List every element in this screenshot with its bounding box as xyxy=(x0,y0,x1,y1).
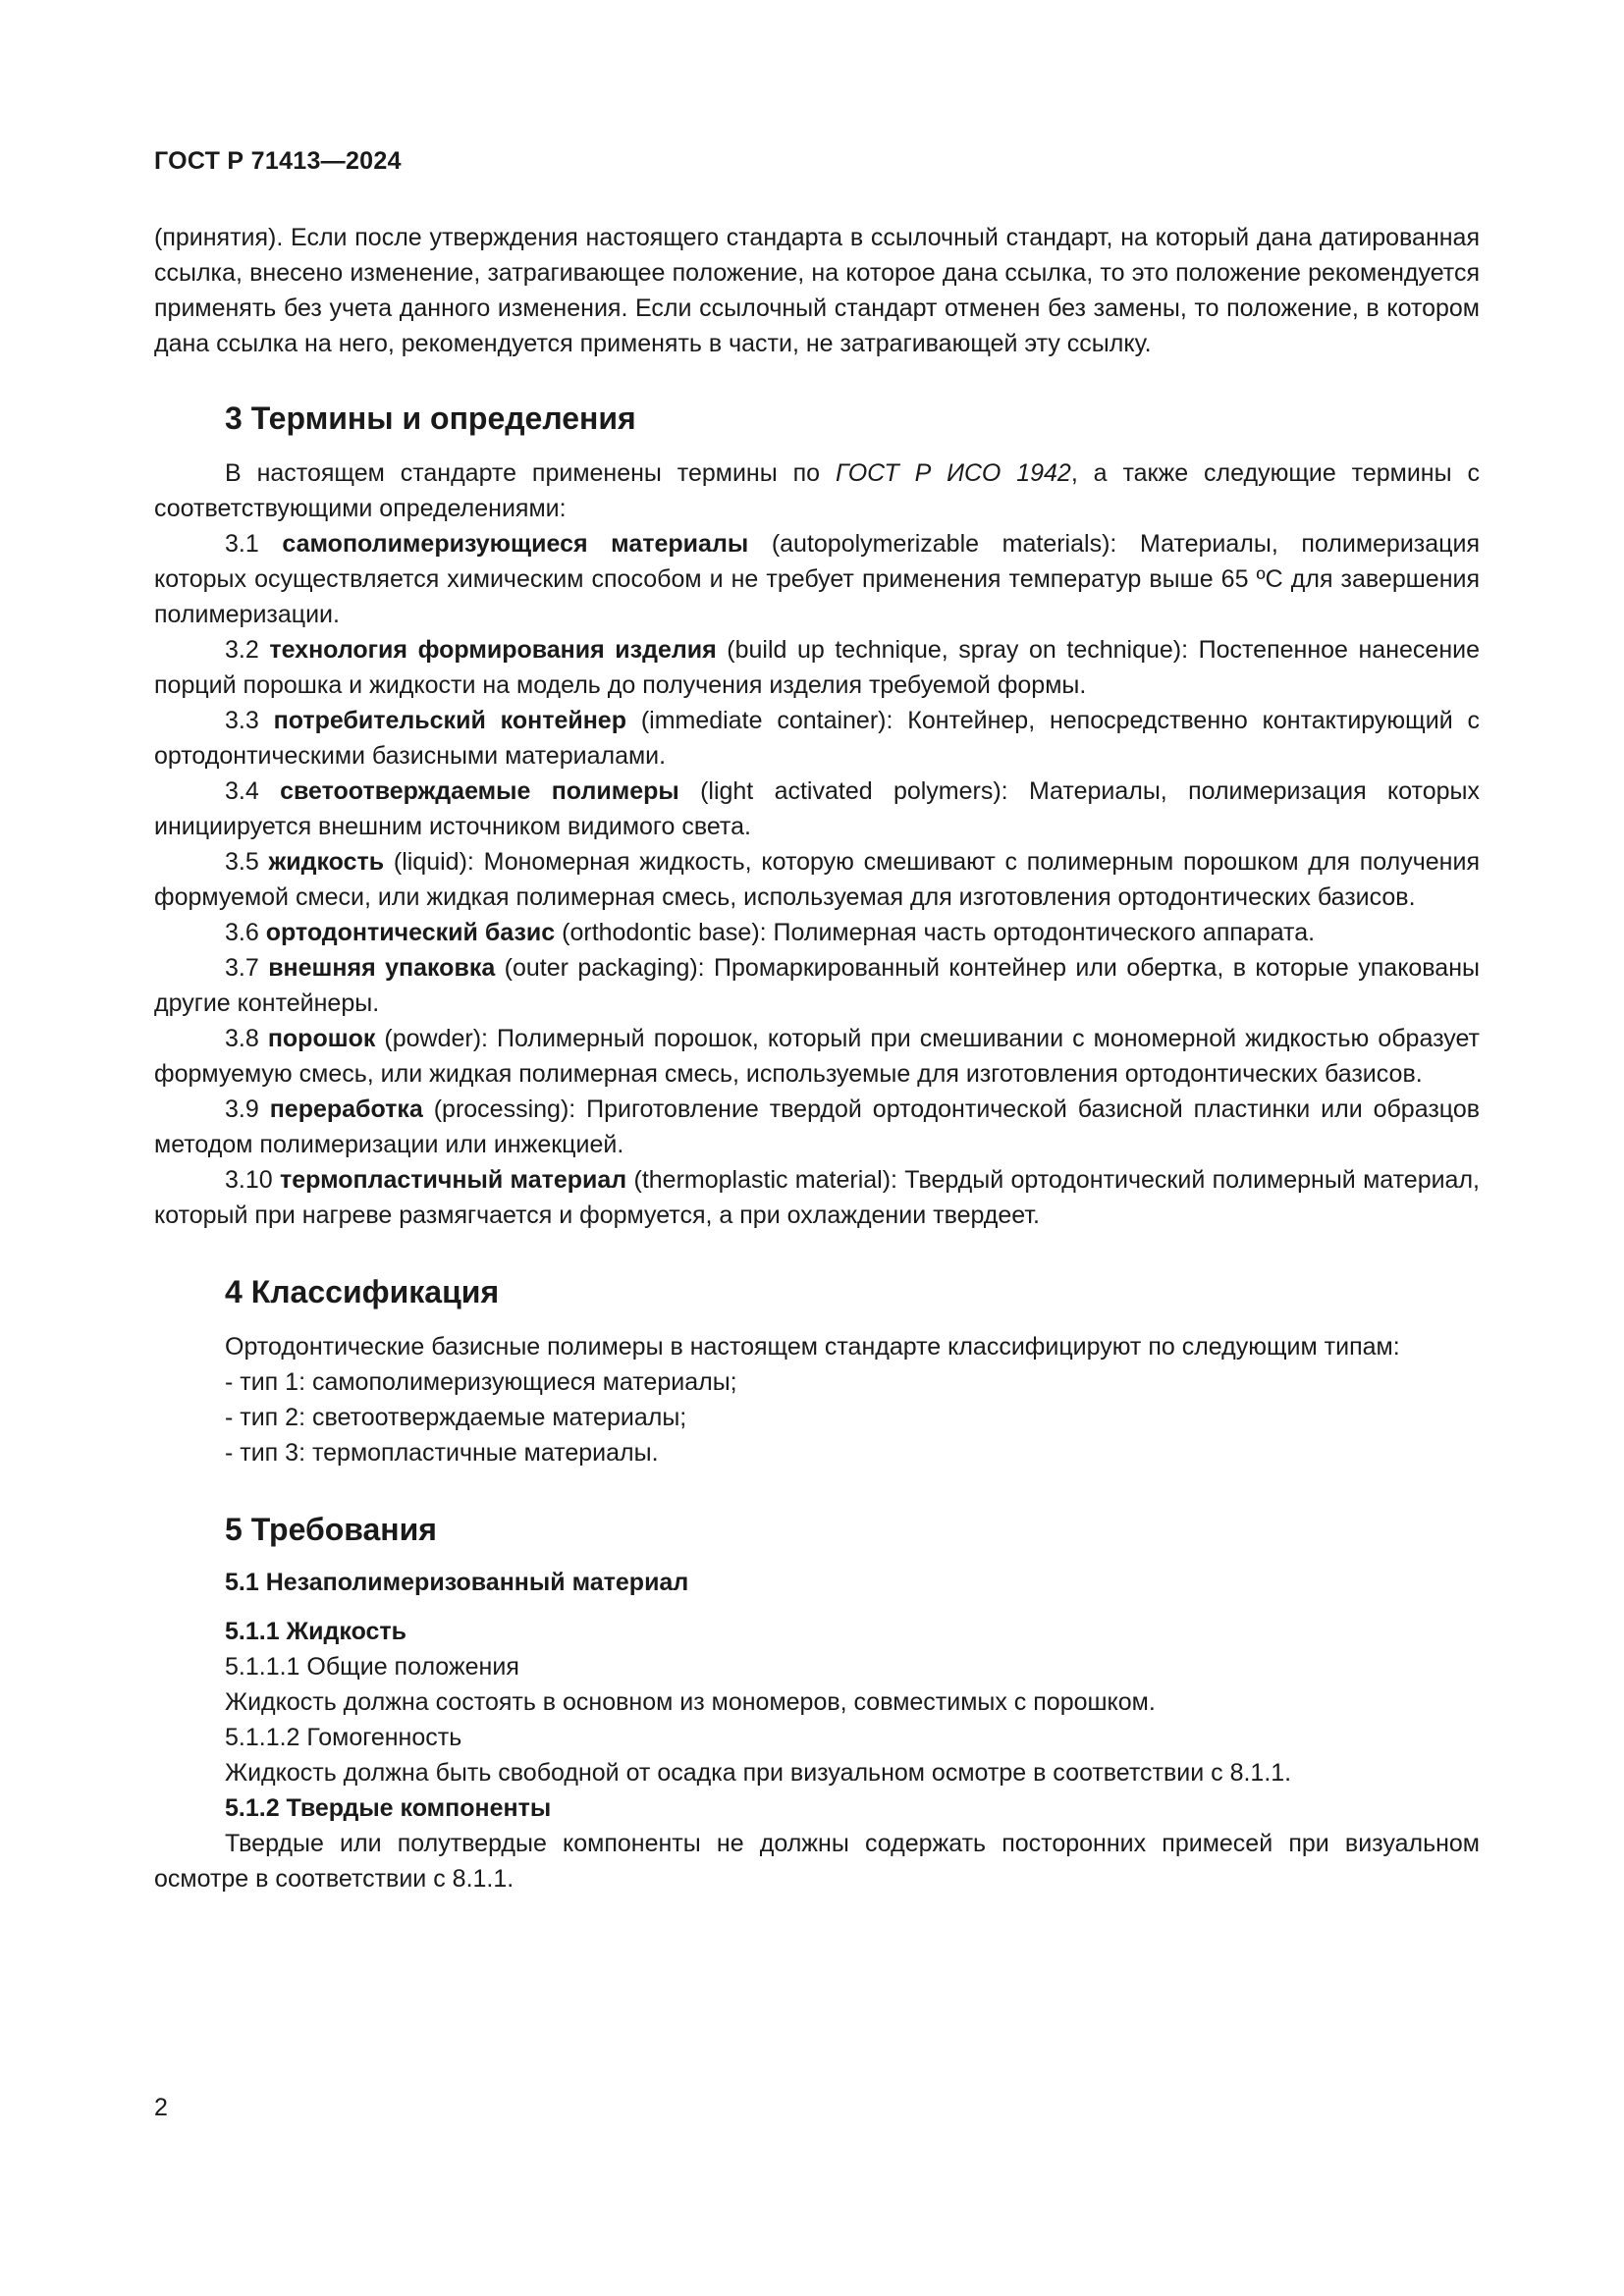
term-number: 3.2 xyxy=(225,636,259,664)
term-definition: (processing): Приготовление твердой ортодонтической базисной пластинки или образцов методом полимеризации или инжекцией. xyxy=(154,1095,1481,1158)
term-definition: (orthodontic base): Полимерная часть ортодонтического аппарата. xyxy=(562,919,1316,946)
term-number: 3.9 xyxy=(225,1095,259,1123)
term-item xyxy=(154,526,1480,632)
section-5-1-1-2-title: 5.1.1.2 Гомогенность xyxy=(225,1724,462,1751)
term-item xyxy=(154,915,1480,950)
term-number: 3.8 xyxy=(225,1025,259,1052)
section-3-lead-after: , а также следующие термины с соответствующими определениями: xyxy=(154,459,1480,522)
term-name: переработка xyxy=(269,1095,423,1123)
intro-paragraph: (принятия). Если после утверждения настоящего стандарта в ссылочный стандарт, на который дана датированная ссылка, внесено изменение, затрагивающее положение, на которое дана ссылка, то это положение рекомендуется применять без учета данного изменения. Если ссылочный стандарт отменен без замены, то положение, в котором дана ссылка на него, рекомендуется применять в части, не затрагивающей эту ссылку. xyxy=(154,224,1480,357)
term-definition: (powder): Полимерный порошок, который при смешивании с мономерной жидкостью образует формуемую смесь, или жидкая полимерная смесь, используемые для изготовления ортодонтических базисов. xyxy=(154,1025,1480,1088)
section-5-1-1-title: 5.1.1 Жидкость xyxy=(225,1618,407,1645)
section-4-lead: Ортодонтические базисные полимеры в настоящем стандарте классифицируют по следующим типам: xyxy=(225,1333,1400,1361)
section-5-1-1-1-title: 5.1.1.1 Общие положения xyxy=(225,1653,519,1681)
page-number: 2 xyxy=(154,2094,168,2121)
section-3-title: 3 Термины и определения xyxy=(225,400,636,436)
section-5-1-2-title: 5.1.2 Твердые компоненты xyxy=(225,1794,552,1822)
term-definition: (outer packaging): Промаркированный контейнер или обертка, в которые упакованы другие контейнеры. xyxy=(154,954,1480,1017)
term-item xyxy=(154,774,1480,844)
term-name: жидкость xyxy=(268,848,385,876)
term-item xyxy=(154,1092,1480,1162)
section-3-lead xyxy=(154,455,1480,526)
term-name: самополимеризующиеся материалы xyxy=(282,530,749,558)
document-content xyxy=(154,220,1480,1896)
term-name: порошок xyxy=(267,1025,376,1052)
section-5-1-title: 5.1 Незаполимеризованный материал xyxy=(225,1569,689,1596)
terms-list xyxy=(154,526,1480,1233)
term-item xyxy=(154,950,1480,1021)
section-5-title: 5 Требования xyxy=(225,1512,437,1547)
term-name: внешняя упаковка xyxy=(268,954,496,982)
term-number: 3.6 xyxy=(225,919,259,946)
section-3-lead-before: В настоящем стандарте применены термины по xyxy=(225,459,836,487)
term-number: 3.3 xyxy=(225,707,259,734)
term-definition: (immediate container): Контейнер, непосредственно контактирующий с ортодонтическими базисными материалами. xyxy=(154,707,1481,770)
term-number: 3.4 xyxy=(225,777,259,805)
classification-list xyxy=(154,1364,1480,1470)
term-number: 3.1 xyxy=(225,530,259,558)
term-definition: (autopolymerizable materials): Материалы, полимеризация которых осуществляется химическим способом и не требует применения температур выше 65 ºС для завершения полимеризации. xyxy=(154,530,1480,628)
term-name: светоотверждаемые полимеры xyxy=(280,777,679,805)
term-name: технология формирования изделия xyxy=(269,636,717,664)
list-item: - тип 3: термопластичные материалы. xyxy=(225,1439,659,1467)
term-definition: (thermoplastic material): Твердый ортодонтический полимерный материал, который при нагреве размягчается и формуется, а при охлаждении твердеет. xyxy=(154,1166,1480,1229)
section-4-title: 4 Классификация xyxy=(225,1274,500,1309)
document-header: ГОСТ Р 71413—2024 xyxy=(154,147,402,175)
term-name: ортодонтический базис xyxy=(265,919,556,946)
term-name: термопластичный материал xyxy=(279,1166,627,1194)
term-name: потребительский контейнер xyxy=(273,707,626,734)
term-definition: (light activated polymers): Материалы, полимеризация которых инициируется внешним источником видимого света. xyxy=(154,777,1481,840)
section-3-lead-ref: ГОСТ Р ИСО 1942 xyxy=(835,459,1071,487)
term-item xyxy=(154,1162,1480,1233)
term-number: 3.7 xyxy=(225,954,259,982)
term-item xyxy=(154,1021,1480,1092)
section-5-1-1-2-text: Жидкость должна быть свободной от осадка при визуальном осмотре в соответствии с 8.1.1. xyxy=(225,1759,1292,1787)
term-item xyxy=(154,632,1480,703)
term-item xyxy=(154,703,1480,774)
term-item xyxy=(154,844,1480,915)
term-number: 3.10 xyxy=(225,1166,273,1194)
list-item: - тип 2: светоотверждаемые материалы; xyxy=(225,1404,687,1431)
list-item: - тип 1: самополимеризующиеся материалы; xyxy=(225,1368,737,1396)
section-5-1-2-text: Твердые или полутвердые компоненты не должны содержать посторонних примесей при визуальном осмотре в соответствии с 8.1.1. xyxy=(154,1830,1480,1893)
term-definition: (build up technique, spray on technique): Постепенное нанесение порций порошка и жидкости на модель до получения изделия требуемой формы. xyxy=(154,636,1480,699)
section-5-1-1-1-text: Жидкость должна состоять в основном из мономеров, совместимых с порошком. xyxy=(225,1688,1156,1716)
term-number: 3.5 xyxy=(225,848,259,876)
term-definition: (liquid): Мономерная жидкость, которую смешивают с полимерным порошком для получения формуемой смеси, или жидкая полимерная смесь, используемая для изготовления ортодонтических базисов. xyxy=(154,848,1480,911)
